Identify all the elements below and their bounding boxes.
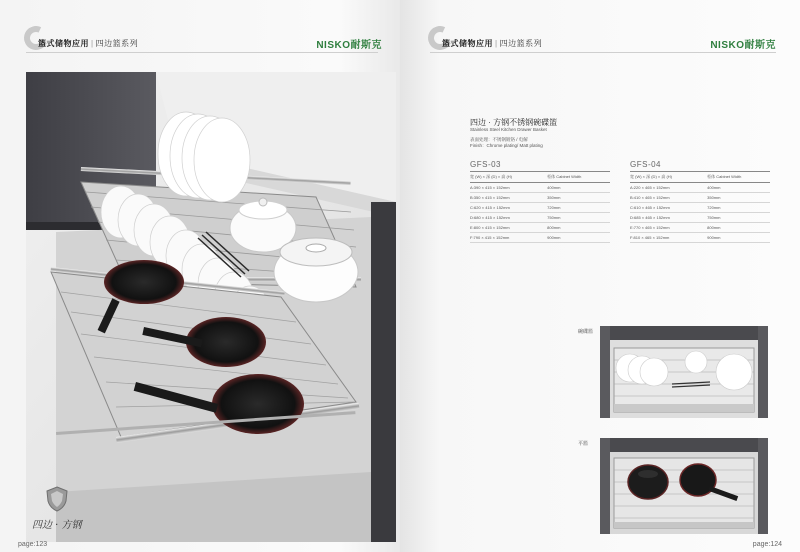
table-row <box>630 183 770 193</box>
spec-size-cell: D:685 × 465 × 152mm <box>630 213 707 223</box>
spec-cabinet-cell: 750mm <box>707 213 770 223</box>
spec-cabinet-cell: 720mm <box>707 203 770 213</box>
table-row <box>630 223 770 233</box>
spec-size-cell: C:610 × 465 × 152mm <box>630 203 707 213</box>
spec-size-cell: E:770 × 465 × 152mm <box>630 223 707 233</box>
spec-table-gfs-04 <box>630 160 770 243</box>
spec-size-cell: A:220 × 465 × 152mm <box>630 183 707 193</box>
table-row <box>630 203 770 213</box>
table-row <box>470 183 610 193</box>
table-row <box>470 213 610 223</box>
table-row <box>470 233 610 243</box>
spec-size-cell: E:800 × 415 × 152mm <box>470 223 547 233</box>
flat-basket-photo <box>600 438 768 534</box>
spec-cabinet-cell: 800mm <box>547 223 610 233</box>
product-finish: Finish：Chrome plating/ Matt plating <box>470 143 543 148</box>
spec-size-cell: B:350 × 415 × 152mm <box>470 193 547 203</box>
spec-size-cell: D:680 × 415 × 152mm <box>470 213 547 223</box>
brand-logo: NISKO耐斯克 <box>316 40 382 51</box>
product-title: 四边 · 方钢不锈钢碗碟篮 <box>470 118 558 127</box>
seal-caption: 四边 · 方钢 <box>32 520 82 531</box>
left-page-header <box>26 30 386 58</box>
spec-cabinet-cell: 800mm <box>707 223 770 233</box>
spec-header-cabinet: 柜体 Cabinet Width <box>707 172 770 183</box>
spec-cabinet-cell: 720mm <box>547 203 610 213</box>
spec-cabinet-cell: 350mm <box>547 193 610 203</box>
brand-logo: NISKO耐斯克 <box>710 40 776 51</box>
spec-size-cell: B:410 × 465 × 152mm <box>630 193 707 203</box>
right-page-header <box>430 30 780 58</box>
thumbnail-label-dish-basket: 碗碟篮 <box>578 329 594 335</box>
spec-model-label: GFS-04 <box>630 160 662 169</box>
spec-header-size: 宽 (W) × 深 (D) × 高 (H) <box>470 172 547 183</box>
header-title: 篮式储物应用 | 四边篮系列 <box>38 39 139 48</box>
spec-size-cell: F:810 × 465 × 152mm <box>630 233 707 243</box>
spec-cabinet-cell: 400mm <box>547 183 610 193</box>
table-row <box>630 193 770 203</box>
right-page <box>400 0 800 552</box>
spec-cabinet-cell: 350mm <box>707 193 770 203</box>
dish-basket-photo <box>600 326 768 418</box>
spec-size-cell: F:790 × 415 × 152mm <box>470 233 547 243</box>
table-row <box>630 233 770 243</box>
header-divider <box>26 52 378 53</box>
page-number-left: page:123 <box>18 541 48 548</box>
page-number-right: page:124 <box>752 541 782 548</box>
spec-cabinet-cell: 900mm <box>707 233 770 243</box>
product-title-en: Stainless Steel Kitchen Drawer Basket <box>470 127 547 132</box>
kitchen-drawer-basket-photo <box>26 72 396 542</box>
thumbnail-label-flat-basket: 平篮 <box>578 441 589 447</box>
spec-header-size: 宽 (W) × 深 (D) × 高 (H) <box>630 172 707 183</box>
header-title: 篮式储物应用 | 四边篮系列 <box>442 39 543 48</box>
spec-size-cell: A:390 × 415 × 152mm <box>470 183 547 193</box>
table-row <box>470 203 610 213</box>
spec-size-cell: C:620 × 415 × 152mm <box>470 203 547 213</box>
spec-cabinet-cell: 400mm <box>707 183 770 193</box>
spec-cabinet-cell: 750mm <box>547 213 610 223</box>
table-row <box>630 213 770 223</box>
spec-header-cabinet: 柜体 Cabinet Width <box>547 172 610 183</box>
table-row <box>470 193 610 203</box>
spec-model-label: GFS-03 <box>470 160 502 169</box>
header-divider <box>430 52 776 53</box>
table-row <box>470 223 610 233</box>
spec-table-gfs-03 <box>470 160 610 243</box>
shield-seal-icon <box>46 486 68 512</box>
spec-cabinet-cell: 900mm <box>547 233 610 243</box>
product-material: 表面处理：不锈钢镀铬 / 电解 <box>470 137 528 142</box>
